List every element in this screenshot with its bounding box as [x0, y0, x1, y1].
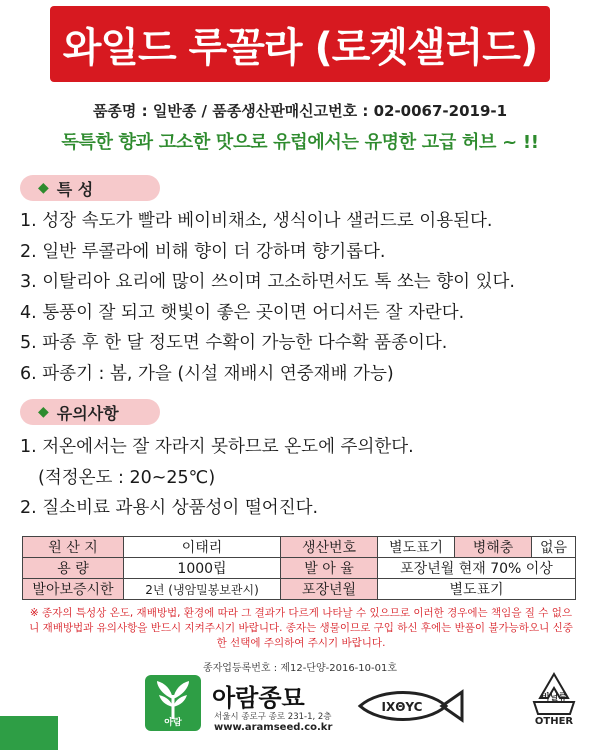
notice-text: ※ 종자의 특성상 온도, 재배방법, 환경에 따라 그 결과가 다르게 나타날 수 있으므로 이러한 경우에는 책임을 질 수 없으니 재배방법과 유의사항을 반드시 지켜주시기 바랍니다. 종자는 생물이므로 구입 하신 후에는 반품이 불가능하오니 신중한 선택에 주의하여 주시기 바랍니다. [29, 607, 573, 649]
brand-name: 아람종묘 [212, 684, 305, 712]
lot-label: 생산번호 [281, 537, 378, 558]
product-title: 와일드 루꼴라 (로켓샐러드) [62, 24, 538, 71]
logo-label: 아람 [164, 718, 182, 728]
pest-label: 병해충 [455, 537, 532, 558]
recycle-icon [524, 670, 584, 720]
list-item: 2. 질소비료 과용시 상품성이 떨어진다. [20, 498, 319, 518]
list-item: 2. 일반 루콜라에 비해 향이 더 강하며 향기롭다. [20, 241, 386, 262]
tagline: 독특한 향과 고소한 맛으로 유럽에서는 유명한 고급 허브 ~ !! [61, 132, 539, 153]
qty-label: 용 량 [23, 558, 124, 579]
list-item: 6. 파종기 : 봄, 가을 (시설 재배시 연중재배 가능) [20, 363, 394, 384]
diamond-icon: ◆ [38, 404, 49, 420]
guarantee-value: 2년 (냉암밀봉보관시) [124, 579, 281, 600]
company-address: 서울시 종로구 종로 231-1, 2층 [214, 712, 332, 722]
table-row [23, 558, 576, 579]
features-heading [20, 175, 160, 201]
list-item: (적정온도 : 20~25℃) [38, 467, 216, 488]
list-item: 1. 성장 속도가 빨라 베이비채소, 생식이나 샐러드로 이용된다. [20, 211, 493, 231]
features-heading-label: 특 성 [56, 179, 94, 199]
list-item: 5. 파종 후 한 달 정도면 수확이 가능한 다수확 품종이다. [20, 333, 448, 353]
features-list [20, 206, 586, 389]
guarantee-label: 발아보증시한 [23, 579, 124, 600]
ichthys-fish-icon [356, 686, 466, 726]
recycle-text: 비닐류 [540, 693, 568, 703]
title-banner [50, 6, 550, 82]
packdate-label: 포장년월 [281, 579, 378, 600]
origin-label: 원 산 지 [23, 537, 124, 558]
brand-logo [145, 675, 201, 731]
registration-line: 품종명 : 일반종 / 품종생산판매신고번호 : 02-0067-2019-1 [92, 102, 508, 120]
table-row [23, 537, 576, 558]
germ-label: 발 아 율 [281, 558, 378, 579]
list-item: 4. 통풍이 잘 되고 햇빛이 좋은 곳이면 어디서든 잘 자란다. [20, 302, 465, 323]
list-item: 3. 이탈리아 요리에 많이 쓰이며 고소하면서도 톡 쏘는 향이 있다. [20, 272, 515, 292]
business-registration: 종자업등록번호 : 제12-단양-2016-10-01호 [202, 663, 398, 674]
diamond-icon: ◆ [38, 180, 49, 196]
table-row [23, 579, 576, 600]
recycle-label: OTHER [534, 716, 574, 727]
company-website: www.aramseed.co.kr [214, 722, 333, 733]
cautions-list [20, 432, 586, 524]
cautions-heading-label: 유의사항 [56, 403, 119, 423]
fish-text: IXΘYC [381, 700, 423, 714]
lot-value: 별도표기 [378, 537, 455, 558]
list-item: 1. 저온에서는 잘 자라지 못하므로 온도에 주의한다. [20, 437, 414, 457]
corner-decoration [0, 716, 58, 750]
qty-value: 1000립 [124, 558, 281, 579]
packdate-value: 별도표기 [378, 579, 576, 600]
germ-value: 포장년월 현재 70% 이상 [378, 558, 576, 579]
cautions-heading [20, 399, 160, 425]
pest-value: 없음 [532, 537, 576, 558]
spec-table [22, 536, 576, 600]
origin-value: 이태리 [124, 537, 281, 558]
